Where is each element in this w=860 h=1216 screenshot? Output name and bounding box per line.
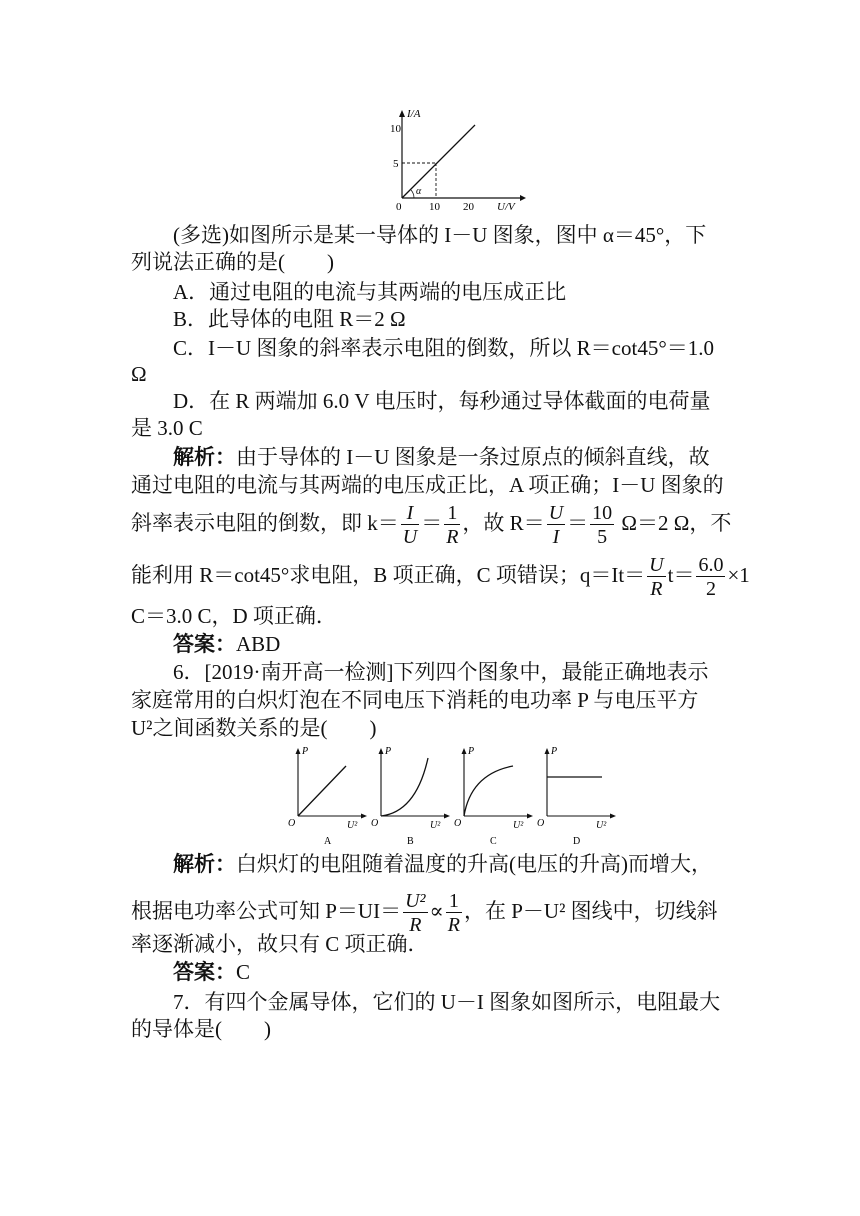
- q5-option-c-line1: C．I－U 图象的斜率表示电阻的倒数，所以 R＝cot45°＝1.0: [173, 336, 714, 360]
- svg-text:O: O: [371, 818, 379, 829]
- angle-label: α: [416, 186, 422, 197]
- q5-answer: 答案：ABD: [173, 632, 281, 656]
- q5-option-d-line2: 是 3.0 C: [131, 416, 203, 440]
- svg-text:C: C: [490, 836, 497, 847]
- graph-b: [371, 746, 450, 847]
- q5-stem-line1: (多选)如图所示是某一导体的 I－U 图象，图中 α＝45°，下: [173, 223, 707, 247]
- svg-text:P: P: [551, 746, 558, 757]
- q6-analysis-line2: 根据电功率公式可知 P＝UI＝ $\frac{\text{U²}}{R}$ ∝ $\frac{1}{R}$ ，在 P－U² 图线中，切线斜: [131, 890, 718, 936]
- fraction-i-over-u: $\frac{I}{U}$: [402, 502, 418, 548]
- svg-text:O: O: [288, 818, 296, 829]
- svg-text:O: O: [454, 818, 462, 829]
- svg-text:U²: U²: [513, 820, 524, 831]
- iu-graph-figure: [380, 105, 530, 215]
- q6-analysis-line3: 率逐渐减小，故只有 C 项正确．: [131, 932, 429, 956]
- fraction-1-over-r: $\frac{1}{R}$: [446, 502, 459, 548]
- svg-text:D: D: [573, 836, 581, 847]
- q5-analysis-line3: 斜率表示电阻的倒数，即 k＝ $\frac{I}{U}$ ＝ $\frac{1}{R}$ ，故 R＝ $\frac{U}{I}$ ＝ $\frac{10}{5}$ Ω＝2 Ω，不: [131, 502, 732, 548]
- fraction-u-over-i: $\frac{U}{I}$: [548, 502, 564, 548]
- y-tick-5: 5: [393, 158, 399, 170]
- q6-stem-line2: 家庭常用的白炽灯泡在不同电压下消耗的电功率 P 与电压平方: [131, 688, 699, 712]
- q5-analysis-line2: 通过电阻的电流与其两端的电压成正比，A 项正确；I－U 图象的: [131, 473, 724, 497]
- q5-analysis-line4: 能利用 R＝cot45°求电阻，B 项正确，C 项错误；q＝It＝ $\frac{U}{R}$ t＝ $\frac{6.0}{2}$ ×1: [131, 554, 750, 600]
- y-axis-label: I/A: [407, 108, 421, 120]
- q5-analysis-line1: 解析：由于导体的 I－U 图象是一条过原点的倾斜直线，故: [173, 445, 710, 469]
- svg-text:U²: U²: [430, 820, 441, 831]
- svg-text:B: B: [407, 836, 414, 847]
- svg-text:A: A: [324, 836, 332, 847]
- graph-c-curve: [464, 766, 513, 816]
- fraction-10-over-5: $\frac{10}{5}$: [592, 502, 613, 548]
- q6-answer: 答案：C: [173, 960, 251, 984]
- p-u2-graphs-figure: [283, 744, 618, 849]
- graph-b-curve: [381, 758, 428, 816]
- fraction-6-over-2: $\frac{6.0}{2}$: [698, 554, 724, 600]
- fraction-1-over-r-2: $\frac{1}{R}$: [447, 890, 460, 936]
- x-tick-10: 10: [429, 201, 440, 213]
- q5-analysis-label: 解析：: [173, 445, 236, 469]
- q6-stem-line1: 6．[2019·南开高一检测]下列四个图象中，最能正确地表示: [173, 660, 709, 684]
- q5-option-a: A．通过电阻的电流与其两端的电压成正比: [173, 280, 567, 304]
- origin-label: 0: [396, 201, 402, 213]
- y-tick-10: 10: [390, 123, 401, 135]
- fraction-u2-over-r: $\frac{\text{U²}}{R}$: [405, 890, 426, 936]
- svg-text:P: P: [385, 746, 392, 757]
- iu-line: [402, 125, 475, 198]
- graph-a: [288, 746, 367, 847]
- graph-c: [454, 746, 533, 847]
- svg-text:U²: U²: [596, 820, 607, 831]
- graph-d: [537, 746, 616, 847]
- q5-option-d-line1: D．在 R 两端加 6.0 V 电压时，每秒通过导体截面的电荷量: [173, 389, 711, 413]
- q6-analysis-line1: 解析：白炽灯的电阻随着温度的升高(电压的升高)而增大，: [173, 852, 712, 876]
- q5-analysis-line5: C＝3.0 C，D 项正确．: [131, 604, 337, 628]
- q7-stem-line2: 的导体是( ): [131, 1017, 271, 1041]
- svg-text:O: O: [537, 818, 545, 829]
- graph-a-curve: [298, 766, 346, 816]
- q6-stem-line3: U²之间函数关系的是( ): [131, 716, 377, 740]
- svg-text:U²: U²: [347, 820, 358, 831]
- svg-text:P: P: [302, 746, 309, 757]
- x-tick-20: 20: [463, 201, 474, 213]
- q7-stem-line1: 7．有四个金属导体，它们的 U－I 图象如图所示，电阻最大: [173, 990, 721, 1014]
- q5-option-c-line2: Ω: [131, 362, 147, 386]
- fraction-u-over-r: $\frac{U}{R}$: [649, 554, 664, 600]
- x-axis-label: U/V: [497, 201, 515, 213]
- q5-option-b: B．此导体的电阻 R＝2 Ω: [173, 307, 406, 331]
- q5-stem-line2: 列说法正确的是( ): [131, 250, 334, 274]
- svg-text:P: P: [468, 746, 475, 757]
